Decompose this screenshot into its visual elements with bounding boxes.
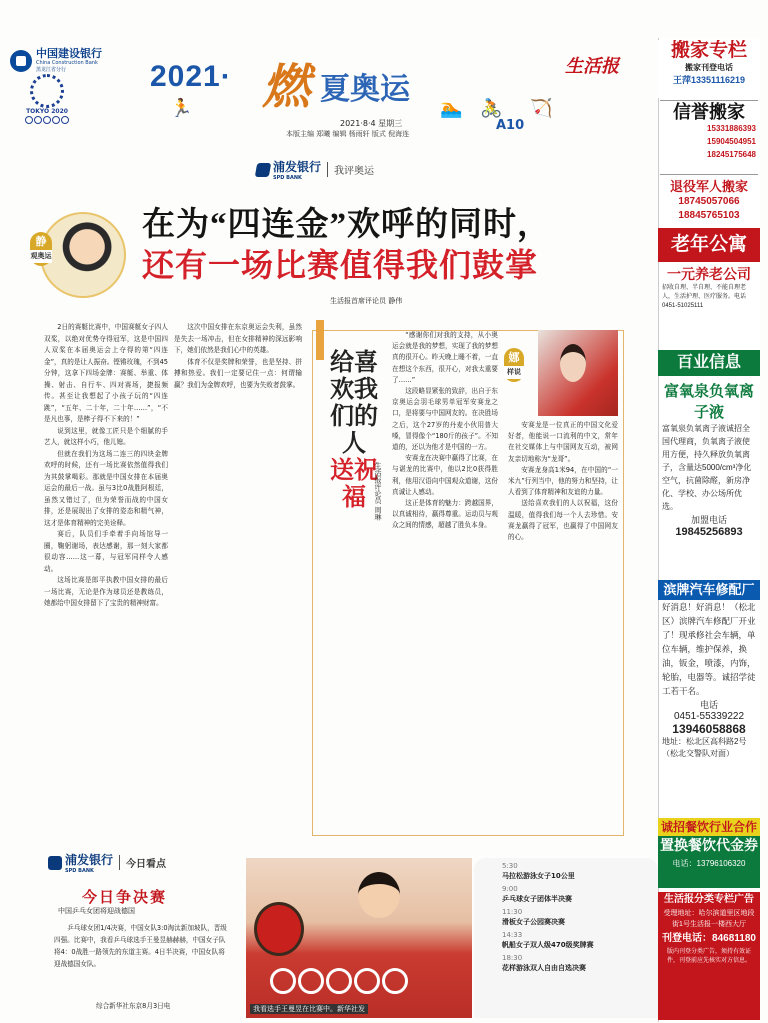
ad-title: 一元养老公司: [667, 268, 751, 283]
spd-emblem-icon: [255, 163, 271, 177]
ccb-emblem-icon: [10, 50, 32, 72]
ad-phone: 13946058868: [672, 722, 746, 736]
schedule-time: 18:30: [502, 954, 523, 962]
schedule-time: 5:30: [502, 862, 518, 870]
ccb-logo: [10, 48, 150, 73]
inset-tag-text: 娜: [508, 351, 520, 364]
inset-accent-bar: [316, 320, 324, 360]
inset-byline: 生活报评论员 周琳: [374, 462, 382, 521]
ad-title: 老年公寓: [670, 234, 747, 255]
masthead-title: 夏奥运: [320, 73, 410, 106]
inset-paragraph: 这正是体育的魅力：跨越国界，以真诚相待，赢得尊重。运动员与观众之间的情感，超越了胜负本身。: [392, 499, 498, 530]
article-column-1: [44, 322, 168, 836]
ad-title: 百业信息: [676, 354, 741, 371]
ad-phones: 15331886393 15904504951 18245175648: [707, 124, 756, 159]
inset-paragraph: 这段略显紧张的致辞，出自于东京奥运会羽毛球男单冠军安赛龙之口，是将要与中国网友的。在决胜场之后，这个27岁的丹麦小伙用普大嗓，冒得像个“180斤的孩子”。不知道的，还以为他才是中国的一方。: [392, 387, 498, 452]
schedule-event: 乒乓球女子团体半决赛: [502, 895, 572, 903]
inset-headline-line-2: 送祝福: [330, 458, 378, 511]
schedule-event: 滑板女子公园赛决赛: [502, 918, 565, 926]
ad-title: 信誉搬家: [673, 102, 745, 122]
ad-negative-ion: [658, 380, 760, 576]
inset-tag-sub: 样说: [504, 366, 524, 379]
dateline: 2021·8·4 星期三: [340, 119, 403, 128]
headline-line-2: 还有一场比赛值得我们鼓掌: [142, 247, 539, 283]
spd-emblem-icon: [48, 856, 62, 870]
masthead-burn: 燃: [262, 61, 311, 114]
ad-classifieds-info: [658, 892, 760, 1020]
final-title: 今日争决赛: [82, 890, 168, 906]
spd-name: 浦发银行: [273, 160, 322, 174]
today-column-label: 今日看点: [119, 855, 166, 870]
olympic-rings-icon: [270, 968, 408, 994]
ad-phone: 王萍13351116219: [672, 75, 746, 85]
spd-logo-bottom: [48, 851, 113, 874]
ad-title: 退役军人搬家: [669, 179, 748, 194]
ad-phone: 0451-55339222: [673, 711, 745, 722]
inset-headline: [330, 350, 378, 512]
schedule-time: 9:00: [502, 885, 518, 893]
ad-catering: [658, 818, 760, 888]
final-credit: 综合新华社东京8月3日电: [96, 1002, 171, 1010]
archer-icon: 🏹: [530, 98, 553, 119]
masthead-year: 2021·: [150, 60, 232, 93]
paper-name: 生活报: [565, 56, 619, 76]
inset-paragraph: 安赛龙身高1米94，在中国的“一米九”行列当中，他的努力和坚持，让人看到了体育精神和友谊的力量。: [508, 465, 618, 497]
ad-moving-service: [658, 102, 760, 172]
ad-title: 富氧泉负氧离子液: [663, 384, 754, 421]
author-tag: [30, 232, 52, 266]
ad-elderly-care: [658, 264, 760, 344]
schedule-time: 11:30: [502, 908, 523, 916]
ad-text: 好消息！好消息！（松北区）滨牌汽车修配厂开业了！现承修社会车辆，单位车辆，维护保养，换油，钣金，喷漆，内饰，轮胎，电器等。诚招学徒工若干名。: [662, 602, 756, 696]
ad-senior-apartment: [658, 228, 760, 262]
ad-auto-repair: [658, 580, 760, 814]
spd-logo: [256, 158, 321, 181]
inset-paragraph: 安赛龙在决赛中赢得了比赛，在与谌龙的比赛中，他以2比0获得胜利，他用汉语向中国观众道谢，这份真诚让人感动。: [392, 454, 498, 496]
inset-column-1: [392, 330, 498, 824]
ad-business-info: [658, 350, 760, 376]
final-subtitle: 中国乒乓女团将迎战德国: [58, 907, 135, 915]
inset-paragraph: “感谢你们对我的支持，从小奥运会就是我的梦想，实现了我的梦想真的很开心。昨天晚上睡不着，一直在想这个东西，很开心，对我太重要了……”: [392, 331, 498, 384]
schedule-event: 花样游泳双人自由自选决赛: [502, 964, 586, 972]
ad-phone: 刊登电话：84681180: [662, 933, 756, 944]
inset-paragraph: 安赛龙是一位真正的中国文化爱好者，他能说一口流利的中文，常年在社交媒体上与中国网友互动，被网友亲切地称为“龙哥”。: [508, 421, 618, 463]
final-text: 乒乓球女团1/4决赛，中国女队3:0淘汰新加坡队，晋级四强。比赛中，我看乒乓球选手王曼昱赫赫赫，中国女子队将4：0战胜一路领先的东道主赛。4日半决赛，中国女队将迎战德国女队。: [54, 924, 227, 968]
swimmer-icon: 🏊: [440, 98, 463, 119]
masthead: [10, 38, 650, 136]
byline: 生活报首席评论员 静伟: [330, 297, 403, 305]
ad-subtitle: 搬家刊登电话: [685, 63, 733, 72]
page-number: A10: [496, 118, 525, 133]
column-label: 我评奥运: [327, 162, 374, 177]
schedule-event: 帆船女子双人级470级奖牌赛: [502, 941, 594, 949]
ad-divider: [660, 100, 758, 101]
ad-divider: [660, 174, 758, 175]
spd-en: SPD BANK: [273, 175, 302, 181]
tokyo-label: TOKYO 2020: [26, 108, 68, 115]
ad-veteran-moving: [658, 176, 760, 226]
spd-today-header: [48, 851, 166, 874]
ad-address: 地址：松北区高科路2号（松北交警队对面）: [662, 737, 747, 758]
bank-en: China Construction Bank: [36, 60, 98, 66]
bank-branch: 黑龙江省分行: [36, 67, 67, 73]
ad-phone: 电话：13796106320: [672, 859, 746, 868]
ad-title: 滨牌汽车修配厂: [658, 580, 760, 600]
ad-headline: 置换餐饮代金券: [660, 839, 758, 854]
ad-contact-label: 电话: [699, 700, 718, 710]
runner-icon: 🏃: [170, 98, 193, 119]
inset-tag: [504, 348, 524, 382]
ad-moving-column: [658, 40, 760, 98]
ad-title: 生活报分类专栏广告: [664, 894, 754, 905]
article-paragraph: 但就在我们为这场二连三的四块金牌欢呼的时候，还有一场比赛依然值得我们为其鼓掌喝彩。那就是中国女排在本届奥运会的最后一战。虽与3比0战胜阿根廷，虽然又错过了，但为荣誉而战的中国女排，还是展现出了女排的姿态和精气神，这才是体育精神的完美诠释。: [44, 449, 168, 527]
inset-paragraph: 送给喜欢我们的人以祝福，这份温暖，值得我们每一个人去珍惜。安赛龙赢得了冠军，也赢得了中国网友的心。: [508, 499, 618, 542]
author-tag-sub: 观奥运: [30, 250, 52, 263]
table-tennis-photo: [246, 858, 472, 1018]
article-paragraph: 体育不仅是奖牌和荣誉，也是坚持、拼搏和热爱。我们一定要记住一点：何谓输赢？我们为金牌欢呼，也要为失败者鼓掌。: [174, 357, 302, 389]
ad-title: 诚招餐饮行业合作: [658, 818, 760, 836]
ad-note: 版内刊登分类广告，须持有效证件，刊登前应先核实对方信息。: [666, 949, 751, 964]
ad-text: 受理地址：哈尔滨道里区地段街1号生活报一楼西大厅: [663, 910, 755, 928]
spd-en: SPD BANK: [65, 868, 94, 874]
article-paragraph: 这场比赛是郎平执教中国女排的最后一场比赛，无论是作为球员还是教练员，她都给中国女排留下了宝贵的精神财富。: [44, 576, 168, 607]
ad-phone: 19845256893: [675, 526, 743, 538]
headline-line-1: 在为“四连金”欢呼的同时，: [142, 207, 551, 243]
tokyo-emblem-icon: [30, 74, 64, 108]
ad-text: 招收自理、半自理、不能自理老人，生活护理、医疗服务。电话 0451-51025111: [662, 285, 747, 309]
schedule-time: 14:33: [502, 931, 523, 939]
inset-column-2: [508, 420, 618, 824]
article-paragraph: 这次中国女排在东京奥运会失利，虽然是失去一场冲击，但在女排精神的深远影响下，她们依然是我们心中的英雄。: [174, 323, 302, 354]
schedule-box: [474, 858, 658, 1018]
player-figure: [358, 872, 400, 918]
ad-phones: 18745057066 18845765103: [678, 196, 740, 221]
paddle-icon: [254, 902, 304, 956]
spd-column-header: [256, 158, 374, 181]
tokyo-2020-emblem: [22, 74, 72, 130]
spd-name: 浦发银行: [65, 853, 114, 867]
article-paragraph: 2日的赛艇比赛中，中国赛艇女子四人双桨，以绝对优势夺得冠军，这是中国四人双桨在本届奥运会上夺得的第“四连金”，真的是让人振奋。铿锵玫瑰，不到45分钟，这拿下四场金牌：赛艇、举重、体操、射击、自行车、四对赛场，捷报频传。甚至让我想起了小孩子玩的“四连跳”，“五年、二十年，二十年……”，“不是凡也事，是棒子得不下来的！”: [44, 323, 168, 423]
ad-title: 搬家专栏: [670, 40, 747, 61]
ad-text: 富氧泉负氧离子液诚招全国代理商，负氧离子液使用方便，持久释放负氧离子，含量达5000/cm³净化空气，抗菌除醛，新房净化、学校、办公场所优选。: [662, 424, 752, 511]
photo-caption: 我看选手王曼昱在比赛中。新华社发: [250, 1004, 368, 1014]
author-photo: [40, 212, 126, 298]
inset-headline-line-1: 给喜欢我们的人: [330, 350, 378, 457]
bank-name: 中国建设银行: [36, 47, 102, 60]
schedule-event: 马拉松游泳女子10公里: [502, 872, 575, 880]
ad-contact-label: 加盟电话: [690, 515, 727, 525]
inset-author-photo: [538, 330, 618, 416]
cyclist-icon: 🚴: [480, 98, 503, 119]
editor-credits: 本版主编 郑曦 编辑 杨雨轩 版式 倪海连: [286, 130, 410, 138]
olympic-rings-icon: [22, 116, 72, 124]
author-tag-text: 静: [35, 235, 47, 248]
article-paragraph: 赛后，队员们手牵着手向场馆导一圈，鞠躬谢场，表达感谢，那一刻大家都很动容……这一幕，与冠军同样令人感动。: [44, 530, 168, 573]
article-paragraph: 说到这里，就像工匠只是个细腻的手艺人，就这样小巧，他儿媳。: [44, 426, 168, 446]
article-column-2: [174, 322, 302, 836]
